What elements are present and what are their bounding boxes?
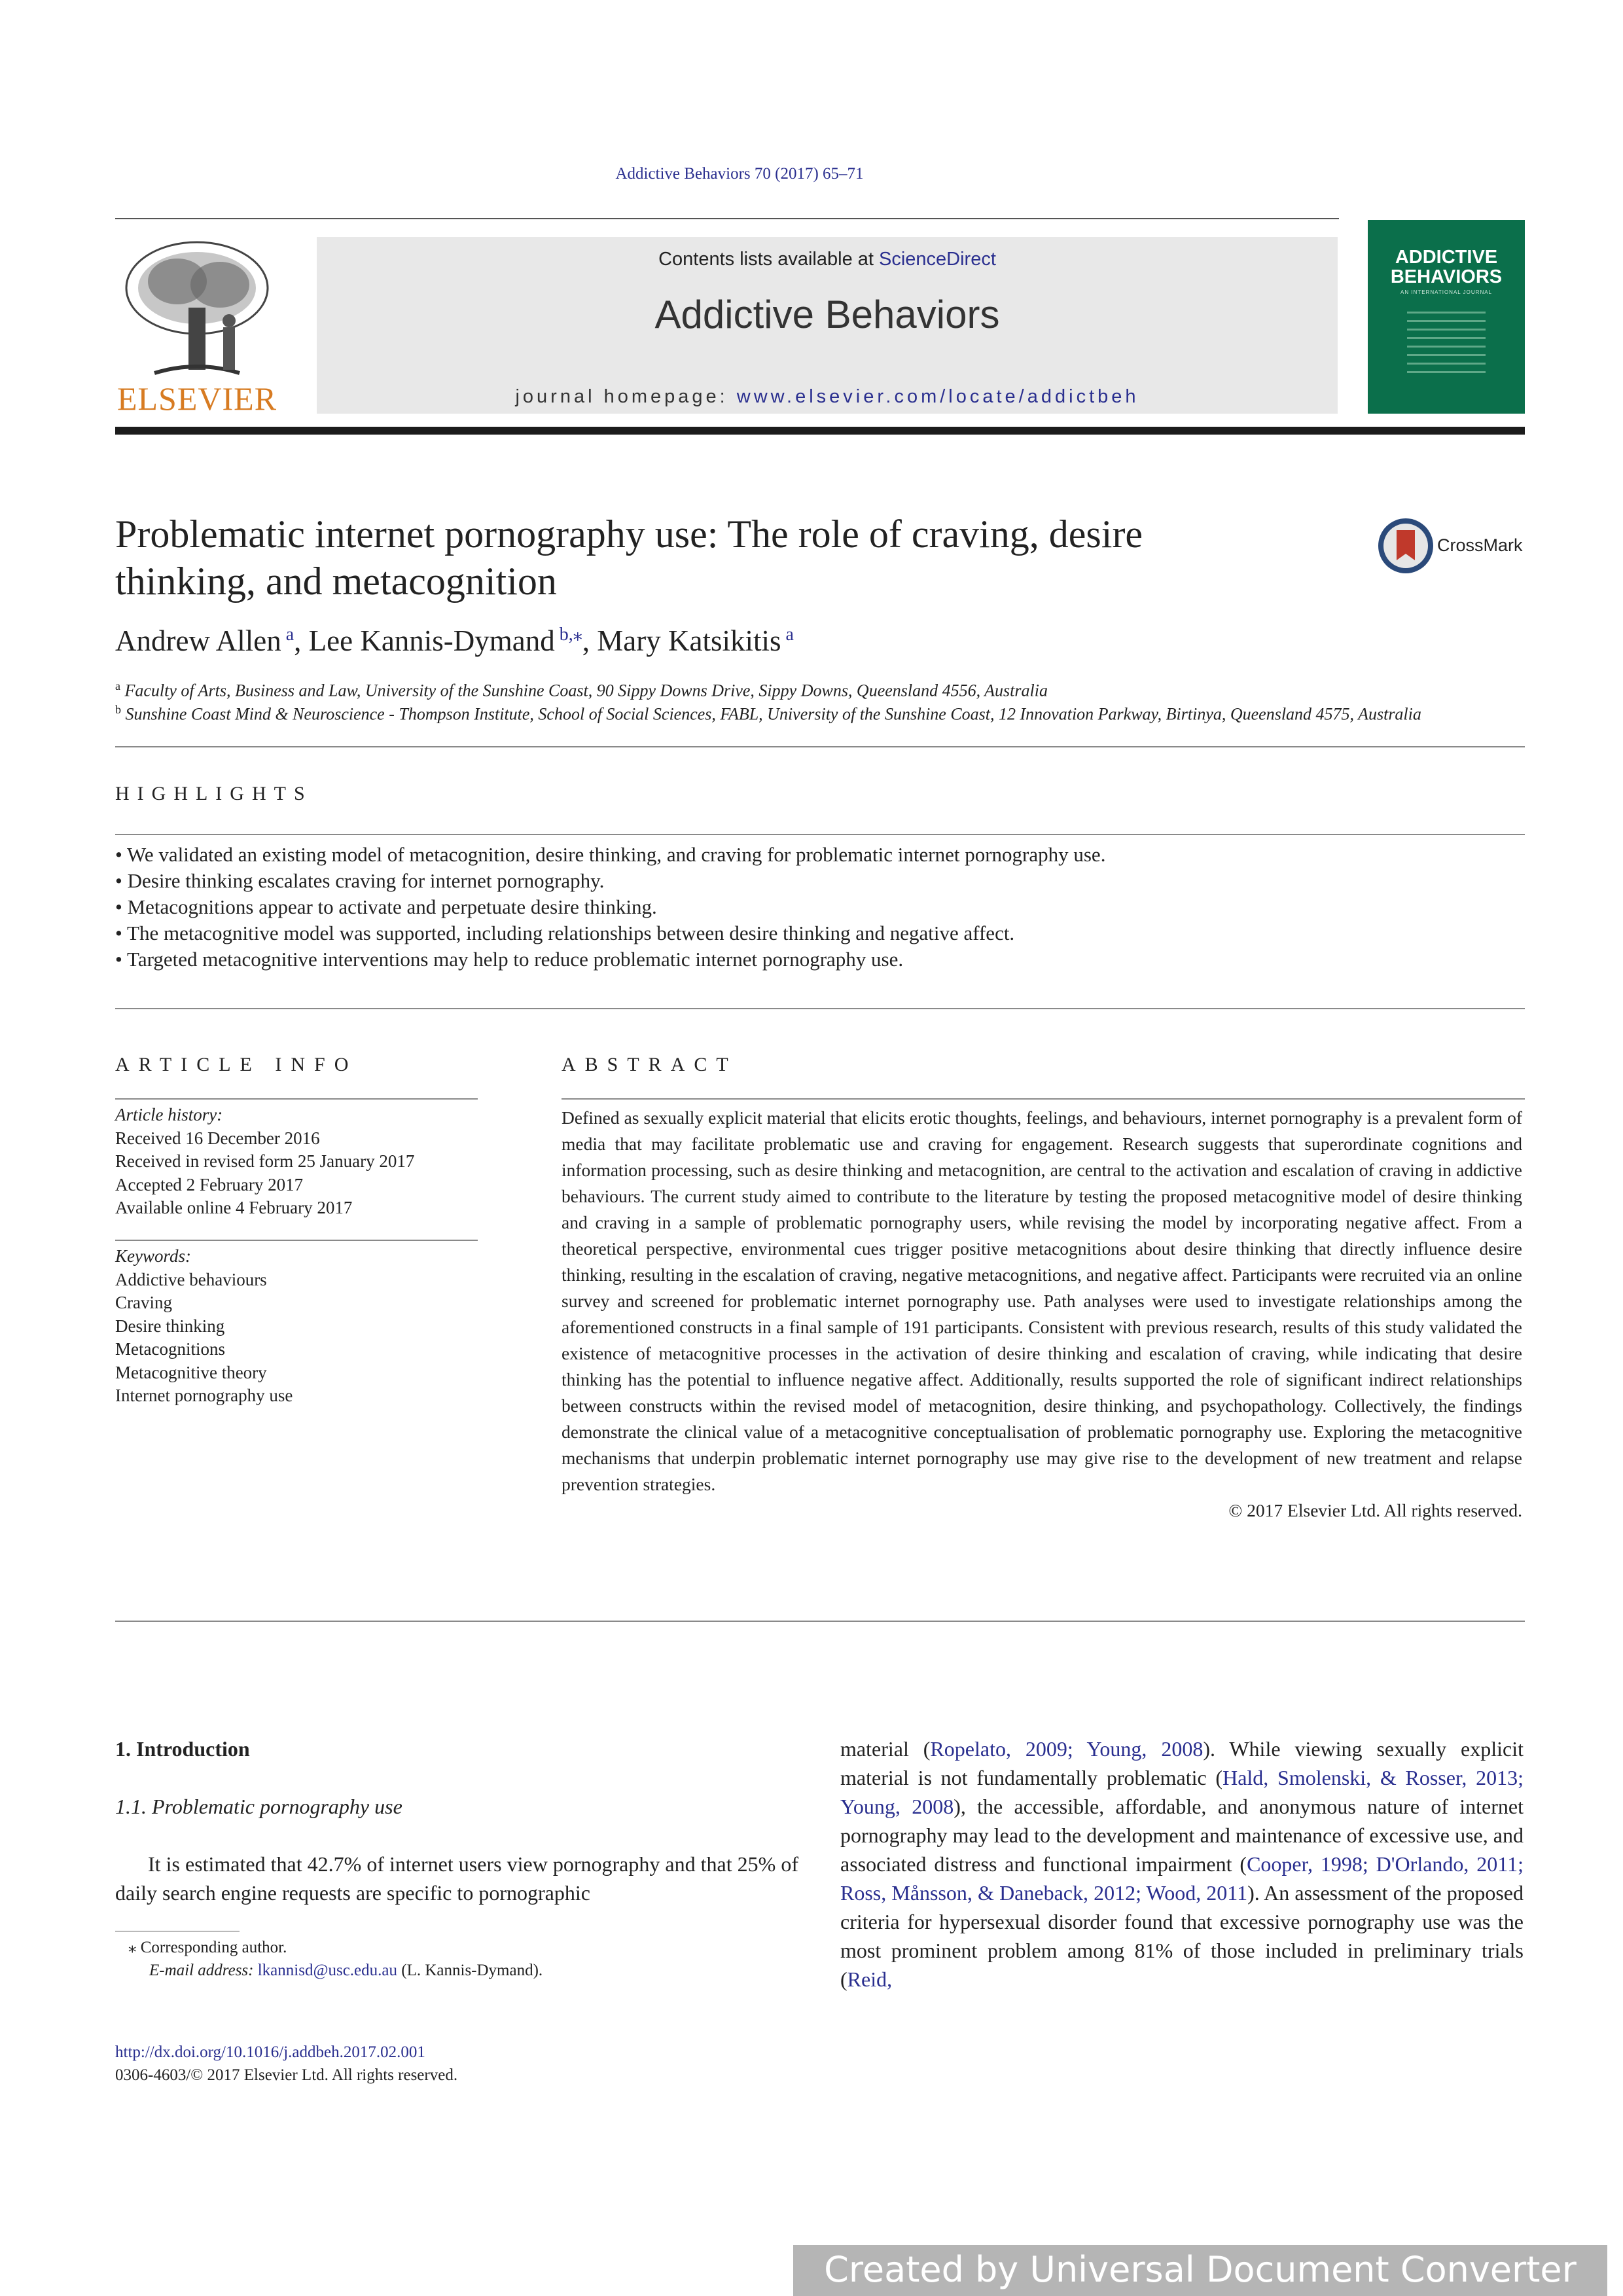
cover-subtitle: AN INTERNATIONAL JOURNAL	[1400, 289, 1492, 295]
cover-title	[1368, 247, 1525, 287]
history-accepted: Accepted 2 February 2017	[115, 1174, 304, 1194]
title-line-1: Problematic internet pornography use: The role of craving, desire	[115, 512, 1143, 556]
abstract-text: Defined as sexually explicit material that elicits erotic thoughts, feelings, and behaviours, internet pornography is a prevalent form of media that may facilitate problematic use and craving for engagement. Research suggests that superordinate cognitions and information processing, such as desire thinking and metacognition, are central to the activation and escalation of craving in addictive behaviours. The current study aimed to contribute to the literature by testing the proposed metacognitive model of desire thinking and craving in a sample of problematic pornography users, while revising the model by incorporating negative affect. From a theoretical perspective, environmental cues trigger positive metacognitions about desire thinking that directly influence desire thinking, resulting in the escalation of craving, negative metacognitions, and negative affect. Participants were recruited via an online survey and screened for problematic internet pornography use. Path analyses were used to investigate relationships among the aforementioned constructs in a final sample of 191 participants. Consistent with previous research, results of this study validated the existence of metacognitive processes in the activation of desire thinking and escalation of craving, while indicating that desire thinking has the potential to influence negative affect. Additionally, results supported the role of significant indirect relationships between constructs within the revised model of metacognition, desire thinking, and psychopathology. Collectively, the findings demonstrate the clinical value of a metacognitive conceptualisation of problematic pornography use. Exploring the metacognitive mechanisms that underpin problematic internet pornography use may give rise to the development of new treatment and relapse prevention strategies.	[562, 1107, 1522, 1494]
elsevier-wordmark: ELSEVIER	[116, 380, 277, 417]
watermark-text: Created by Universal Document Converter	[824, 2249, 1577, 2290]
citation-link[interactable]: Reid,	[847, 1967, 893, 1991]
highlight-item: • Targeted metacognitive interventions may help to reduce problematic internet pornography use.	[115, 948, 904, 971]
divider	[115, 1008, 1525, 1009]
keyword: Metacognitive theory	[115, 1362, 267, 1382]
affiliation-a-text: Faculty of Arts, Business and Law, University of the Sunshine Coast, 90 Sippy Downs Drive, Sippy Downs, Queensland 4556, Australia	[124, 681, 1048, 700]
converter-watermark	[793, 2245, 1607, 2296]
affiliation-a	[115, 679, 1048, 701]
homepage-link[interactable]: www.elsevier.com/locate/addictbeh	[736, 386, 1139, 407]
author-separator: ,	[582, 624, 597, 657]
journal-banner	[317, 237, 1338, 414]
title-line-2: thinking, and metacognition	[115, 560, 557, 603]
journal-reference[interactable]: Addictive Behaviors 70 (2017) 65–71	[615, 165, 864, 183]
journal-title: Addictive Behaviors	[654, 293, 1000, 336]
affiliation-a-marker: a	[115, 679, 120, 692]
keyword: Addictive behaviours	[115, 1269, 267, 1289]
history-received: Received 16 December 2016	[115, 1128, 320, 1148]
highlight-item: • Metacognitions appear to activate and perpetuate desire thinking.	[115, 895, 657, 918]
citation-link[interactable]: Hald, Smolenski, & Rosser, 2013; Young, 2008	[840, 1766, 1524, 1818]
section-heading: 1. Introduction	[115, 1737, 250, 1761]
highlight-item: • The metacognitive model was supported, including relationships between desire thinking and negative affect.	[115, 922, 1015, 944]
keyword: Desire thinking	[115, 1316, 225, 1336]
contents-prefix: Contents lists available at	[658, 249, 879, 270]
keyword: Internet pornography use	[115, 1386, 293, 1405]
header-rule	[115, 218, 1339, 219]
cover-decoration	[1407, 312, 1486, 380]
author-1-affiliation[interactable]: a	[281, 624, 294, 645]
divider	[115, 834, 1525, 835]
highlight-item: • Desire thinking escalates craving for internet pornography.	[115, 869, 605, 892]
footnote-email	[115, 1959, 832, 1982]
footnote-corresponding	[115, 1936, 798, 1959]
issn-line: 0306-4603/© 2017 Elsevier Ltd. All rights reserved.	[115, 2066, 458, 2084]
author-3-affiliation[interactable]: a	[781, 624, 794, 645]
body-text: ). While viewing sexually explicit material is not fundamentally problematic (	[840, 1737, 1524, 1789]
email-suffix: (L. Kannis-Dymand).	[397, 1962, 543, 1979]
body-text: material (	[840, 1737, 931, 1761]
doi-block	[115, 2041, 457, 2087]
journal-cover	[1368, 220, 1525, 414]
crossmark-badge[interactable]	[1377, 517, 1534, 575]
masthead-rule	[115, 427, 1525, 435]
abstract-body	[562, 1105, 1522, 1524]
divider	[115, 746, 1525, 747]
article-history	[115, 1103, 475, 1220]
divider	[115, 1240, 478, 1241]
keywords	[115, 1245, 475, 1408]
body-text: ). An assessment of the proposed criteria for hypersexual disorder found that excessive pornography use was the most prominent problem among 81% of those included in preliminary trials (	[840, 1881, 1524, 1991]
homepage-prefix: journal homepage:	[515, 386, 737, 407]
author-2: Lee Kannis-Dymand	[308, 624, 555, 657]
cover-title-line-2: BEHAVIORS	[1390, 266, 1503, 287]
author-separator: ,	[294, 624, 309, 657]
highlights-heading: HIGHLIGHTS	[115, 783, 313, 804]
abstract-copyright: © 2017 Elsevier Ltd. All rights reserved.	[1228, 1500, 1522, 1520]
affiliation-b	[115, 703, 1421, 725]
affiliation-b-marker: b	[115, 703, 121, 716]
crossmark-icon	[1377, 517, 1435, 575]
abstract-heading: ABSTRACT	[562, 1054, 738, 1075]
author-2-affiliation[interactable]: b,⁎	[554, 624, 582, 645]
doi-link[interactable]: http://dx.doi.org/10.1016/j.addbeh.2017.02.001	[115, 2043, 425, 2061]
keyword: Craving	[115, 1293, 172, 1312]
citation-link[interactable]: Cooper, 1998; D'Orlando, 2011; Ross, Månsson, & Daneback, 2012; Wood, 2011	[840, 1852, 1524, 1905]
journal-homepage	[317, 386, 1338, 408]
author-list	[115, 623, 794, 658]
email-label: E-mail address:	[149, 1962, 258, 1979]
divider	[115, 1621, 1525, 1622]
cover-title-line-1: ADDICTIVE	[1395, 247, 1498, 268]
footnote-marker: ⁎	[128, 1939, 137, 1956]
body-right-column	[840, 1734, 1524, 1994]
citation-link[interactable]: Ropelato, 2009; Young, 2008	[930, 1737, 1204, 1761]
article-info-heading: ARTICLE INFO	[115, 1054, 358, 1075]
keyword: Metacognitions	[115, 1339, 225, 1359]
crossmark-label: CrossMark	[1437, 535, 1523, 555]
highlight-item: • We validated an existing model of metacognition, desire thinking, and craving for problematic internet pornography use.	[115, 843, 1106, 866]
divider	[562, 1098, 1525, 1100]
contents-line	[317, 249, 1338, 270]
body-left-column	[115, 1734, 798, 1907]
history-online: Available online 4 February 2017	[115, 1198, 353, 1217]
affiliation-b-text: Sunshine Coast Mind & Neuroscience - Thompson Institute, School of Social Sciences, FABL, University of the Sunshine Coast, 12 Innovation Parkway, Birtinya, Queensland 4575, Australia	[125, 704, 1421, 724]
sciencedirect-link[interactable]: ScienceDirect	[879, 249, 996, 270]
divider	[115, 1098, 478, 1100]
body-text: ), the accessible, affordable, and anonymous nature of internet pornography may lead to the development and maintenance of excessive use, and associated distress and functional impairment (	[840, 1795, 1524, 1876]
intro-paragraph: It is estimated that 42.7% of internet users view pornography and that 25% of daily search engine requests are specific to pornographic	[115, 1852, 798, 1905]
history-revised: Received in revised form 25 January 2017	[115, 1151, 415, 1171]
corresponding-label: Corresponding author.	[140, 1939, 287, 1956]
subsection-heading: 1.1. Problematic pornography use	[115, 1795, 402, 1818]
article-history-label: Article history:	[115, 1105, 223, 1124]
keywords-label: Keywords:	[115, 1246, 191, 1266]
author-1: Andrew Allen	[115, 624, 281, 657]
article-title	[115, 511, 1254, 605]
highlights-list	[115, 842, 1522, 973]
email-link[interactable]: lkannisd@usc.edu.au	[257, 1962, 397, 1979]
author-3: Mary Katsikitis	[597, 624, 781, 657]
